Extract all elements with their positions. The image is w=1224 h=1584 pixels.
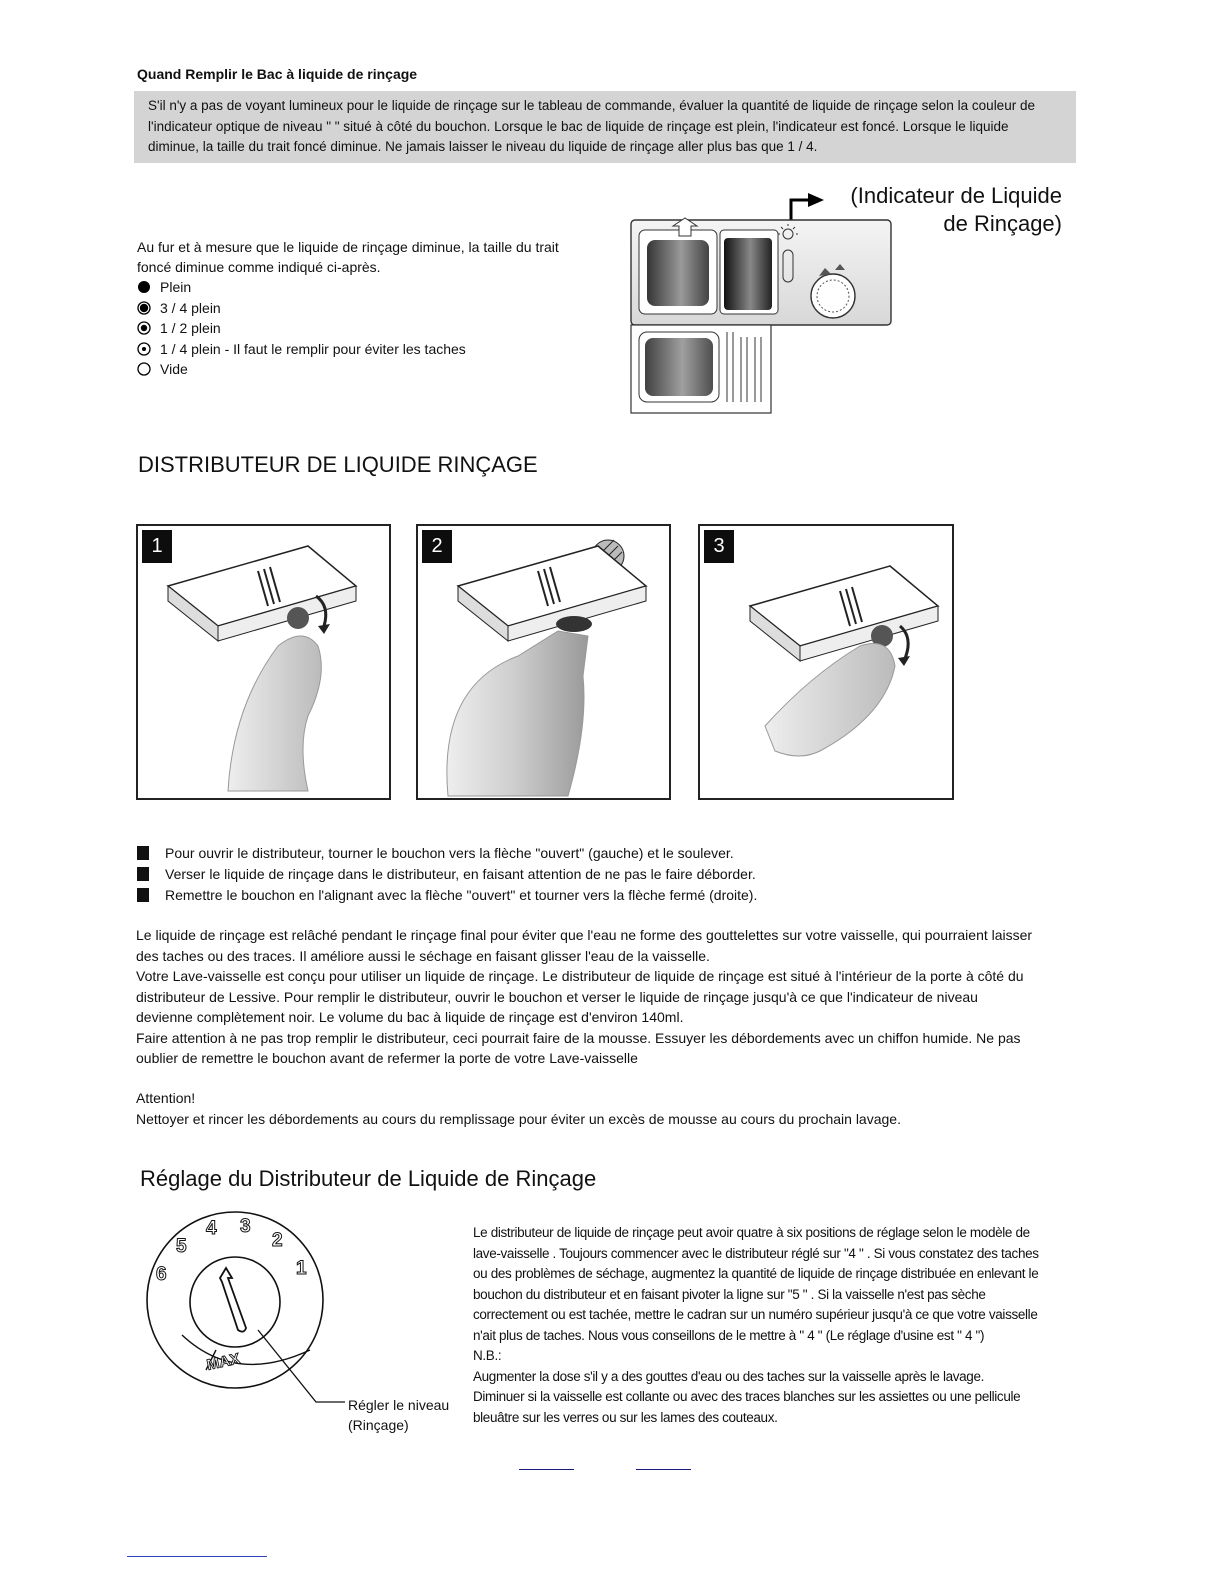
step-number: 2 (422, 530, 452, 563)
list-item (137, 359, 466, 380)
list-item (137, 277, 466, 298)
step-number: 3 (704, 530, 734, 563)
level-label: Vide (160, 361, 188, 378)
text-line: Le distributeur de liquide de rinçage peut avoir quatre à six positions de réglage selon le modèle de (473, 1225, 1030, 1240)
step-3-illustration (698, 524, 954, 800)
list-item (137, 318, 466, 339)
footer-link-underline (127, 1556, 267, 1557)
step-number: 1 (142, 530, 172, 563)
three-quarter-circle-icon (137, 301, 151, 315)
dial-label-line: (Rinçage) (348, 1417, 409, 1433)
square-bullet-icon (137, 867, 149, 881)
dial-number: 3 (240, 1216, 251, 1237)
text-line: distributeur de Lessive. Pour remplir le distributeur, ouvrir le bouchon et verser le liquide de rinçage jusqu'à ce que l'indicateur de niveau (136, 988, 978, 1005)
list-item (137, 298, 466, 319)
text-line: ou des problèmes de séchage, augmentez la quantité de liquide de rinçage distribuée en enlevant le (473, 1266, 1039, 1281)
text-line: Votre Lave-vaisselle est conçu pour utiliser un liquide de rinçage. Le distributeur de liquide de rinçage est situé à l'intérieur de la porte à côté du (136, 968, 1024, 984)
text-line: oublier de remettre le bouchon avant de refermer la porte de votre Lave-vaisselle (136, 1050, 638, 1066)
level-label: Plein (160, 279, 192, 296)
list-item (137, 842, 757, 863)
half-circle-icon (137, 321, 151, 335)
level-list (137, 277, 466, 380)
list-item (137, 863, 757, 884)
dial-number: 2 (272, 1230, 283, 1251)
dial-number: 4 (206, 1218, 217, 1239)
hand-opening-cap-icon (138, 526, 389, 798)
text-line: lave-vaisselle . Toujours commencer avec le distributeur réglé sur "4 " . Si vous constatez des taches (473, 1245, 1039, 1261)
indicator-label-line2: de Rinçage) (943, 211, 1062, 236)
text-line: des taches ou des traces. Il améliore aussi le séchage en faisant glisser l'eau de la vaisselle. (136, 947, 710, 964)
hand-closing-cap-icon (700, 526, 952, 798)
dial-number: 1 (296, 1258, 307, 1279)
attention-title: Attention! (136, 1090, 196, 1106)
info-note (134, 91, 1076, 163)
reglage-text (473, 1223, 1048, 1428)
body-text (136, 925, 1036, 1069)
note-line: S'il n'y a pas de voyant lumineux pour le liquide de rinçage sur le tableau de commande, évaluer la quantité de liquide de rinçage selon la couleur de (148, 98, 1035, 113)
text-line: bleuâtre sur les verres ou sur les lames des couteaux. (473, 1409, 778, 1425)
text-line: Faire attention à ne pas trop remplir le distributeur, ceci pourrait faire de la mousse. Essuyer les débordements avec un chiffon humide. Ne pas (136, 1029, 1021, 1046)
text-line: Diminuer si la vaisselle est collante ou avec des traces blanches sur les assiettes ou une pellicule (473, 1389, 1021, 1404)
steps-list (137, 842, 757, 905)
square-bullet-icon (137, 846, 149, 860)
section-heading: DISTRIBUTEUR DE LIQUIDE RINÇAGE (138, 452, 538, 477)
square-bullet-icon (137, 888, 149, 902)
step-text: Pour ouvrir le distributeur, tourner le bouchon vers la flèche "ouvert" (gauche) et le soulever. (165, 844, 734, 861)
level-intro-line: Au fur et à mesure que le liquide de rinçage diminue, la taille du trait (137, 239, 559, 255)
full-circle-icon (137, 280, 151, 294)
step-1-illustration (136, 524, 391, 800)
text-line: n'ait plus de taches. Nous vous conseillons de le mettre à " 4 " (Le réglage d'usine est " 4 ") (473, 1327, 985, 1343)
level-label: 3 / 4 plein (160, 299, 221, 316)
footer-divider (519, 1469, 574, 1470)
text-line: Augmenter la dose s'il y a des gouttes d'eau ou des taches sur la vaisselle après le lavage. (473, 1368, 985, 1384)
dial-label-line: Régler le niveau (348, 1397, 450, 1413)
step-text: Remettre le bouchon en l'alignant avec la flèche "ouvert" et tourner vers la flèche fermé (droite). (165, 886, 758, 903)
attention-text: Nettoyer et rincer les débordements au cours du remplissage pour éviter un excès de mousse au cours du prochain lavage. (136, 1110, 901, 1127)
level-label: 1 / 4 plein - Il faut le remplir pour éviter les taches (160, 340, 466, 357)
dial-label (348, 1395, 449, 1435)
text-line: Le liquide de rinçage est relâché pendant le rinçage final pour éviter que l'eau ne forme des gouttelettes sur votre vaisselle, qui pourraient laisser (136, 927, 1033, 943)
footer-divider (636, 1469, 691, 1470)
level-intro-line: foncé diminue comme indiqué ci-après. (137, 259, 381, 275)
step-2-illustration (416, 524, 671, 800)
list-item (137, 884, 757, 905)
note-line: l'indicateur optique de niveau " " situé à côté du bouchon. Lorsque le bac de liquide de rinçage est plein, l'indicateur est foncé. Lorsque le liquide (148, 118, 1009, 134)
dial-number: 6 (156, 1264, 167, 1285)
indicator-label-line1: (Indicateur de Liquide (850, 183, 1062, 208)
list-item (137, 339, 466, 360)
step-text: Verser le liquide de rinçage dans le distributeur, en faisant attention de ne pas le faire déborder. (165, 865, 756, 882)
section-title: Quand Remplir le Bac à liquide de rinçage (137, 66, 418, 82)
attention-block (136, 1088, 1036, 1129)
text-line: correctement ou est tachée, mettre le cadran sur un numéro supérieur jusqu'à ce que votre vaisselle (473, 1307, 1038, 1322)
text-line: bouchon du distributeur et en faisant pivoter la ligne sur "5 " . Si la vaisselle n'est pas sèche (473, 1286, 986, 1302)
dispenser-panel-illustration (625, 212, 895, 417)
text-line: devienne complètement noir. Le volume du bac à liquide de rinçage est d'environ 140ml. (136, 1009, 684, 1025)
dial-number: 5 (176, 1236, 187, 1257)
empty-circle-icon (137, 362, 151, 376)
note-line: diminue, la taille du trait foncé diminue. Ne jamais laisser le niveau du liquide de rinçage aller plus bas que 1 / 4. (148, 139, 818, 154)
level-intro (137, 237, 577, 277)
text-line: N.B.: (473, 1348, 502, 1363)
dial-max-label: MAX (205, 1350, 242, 1374)
section-heading: Réglage du Distributeur de Liquide de Rinçage (140, 1166, 597, 1191)
quarter-circle-icon (137, 342, 151, 356)
bottle-pouring-icon (418, 526, 669, 798)
level-label: 1 / 2 plein (160, 320, 221, 337)
